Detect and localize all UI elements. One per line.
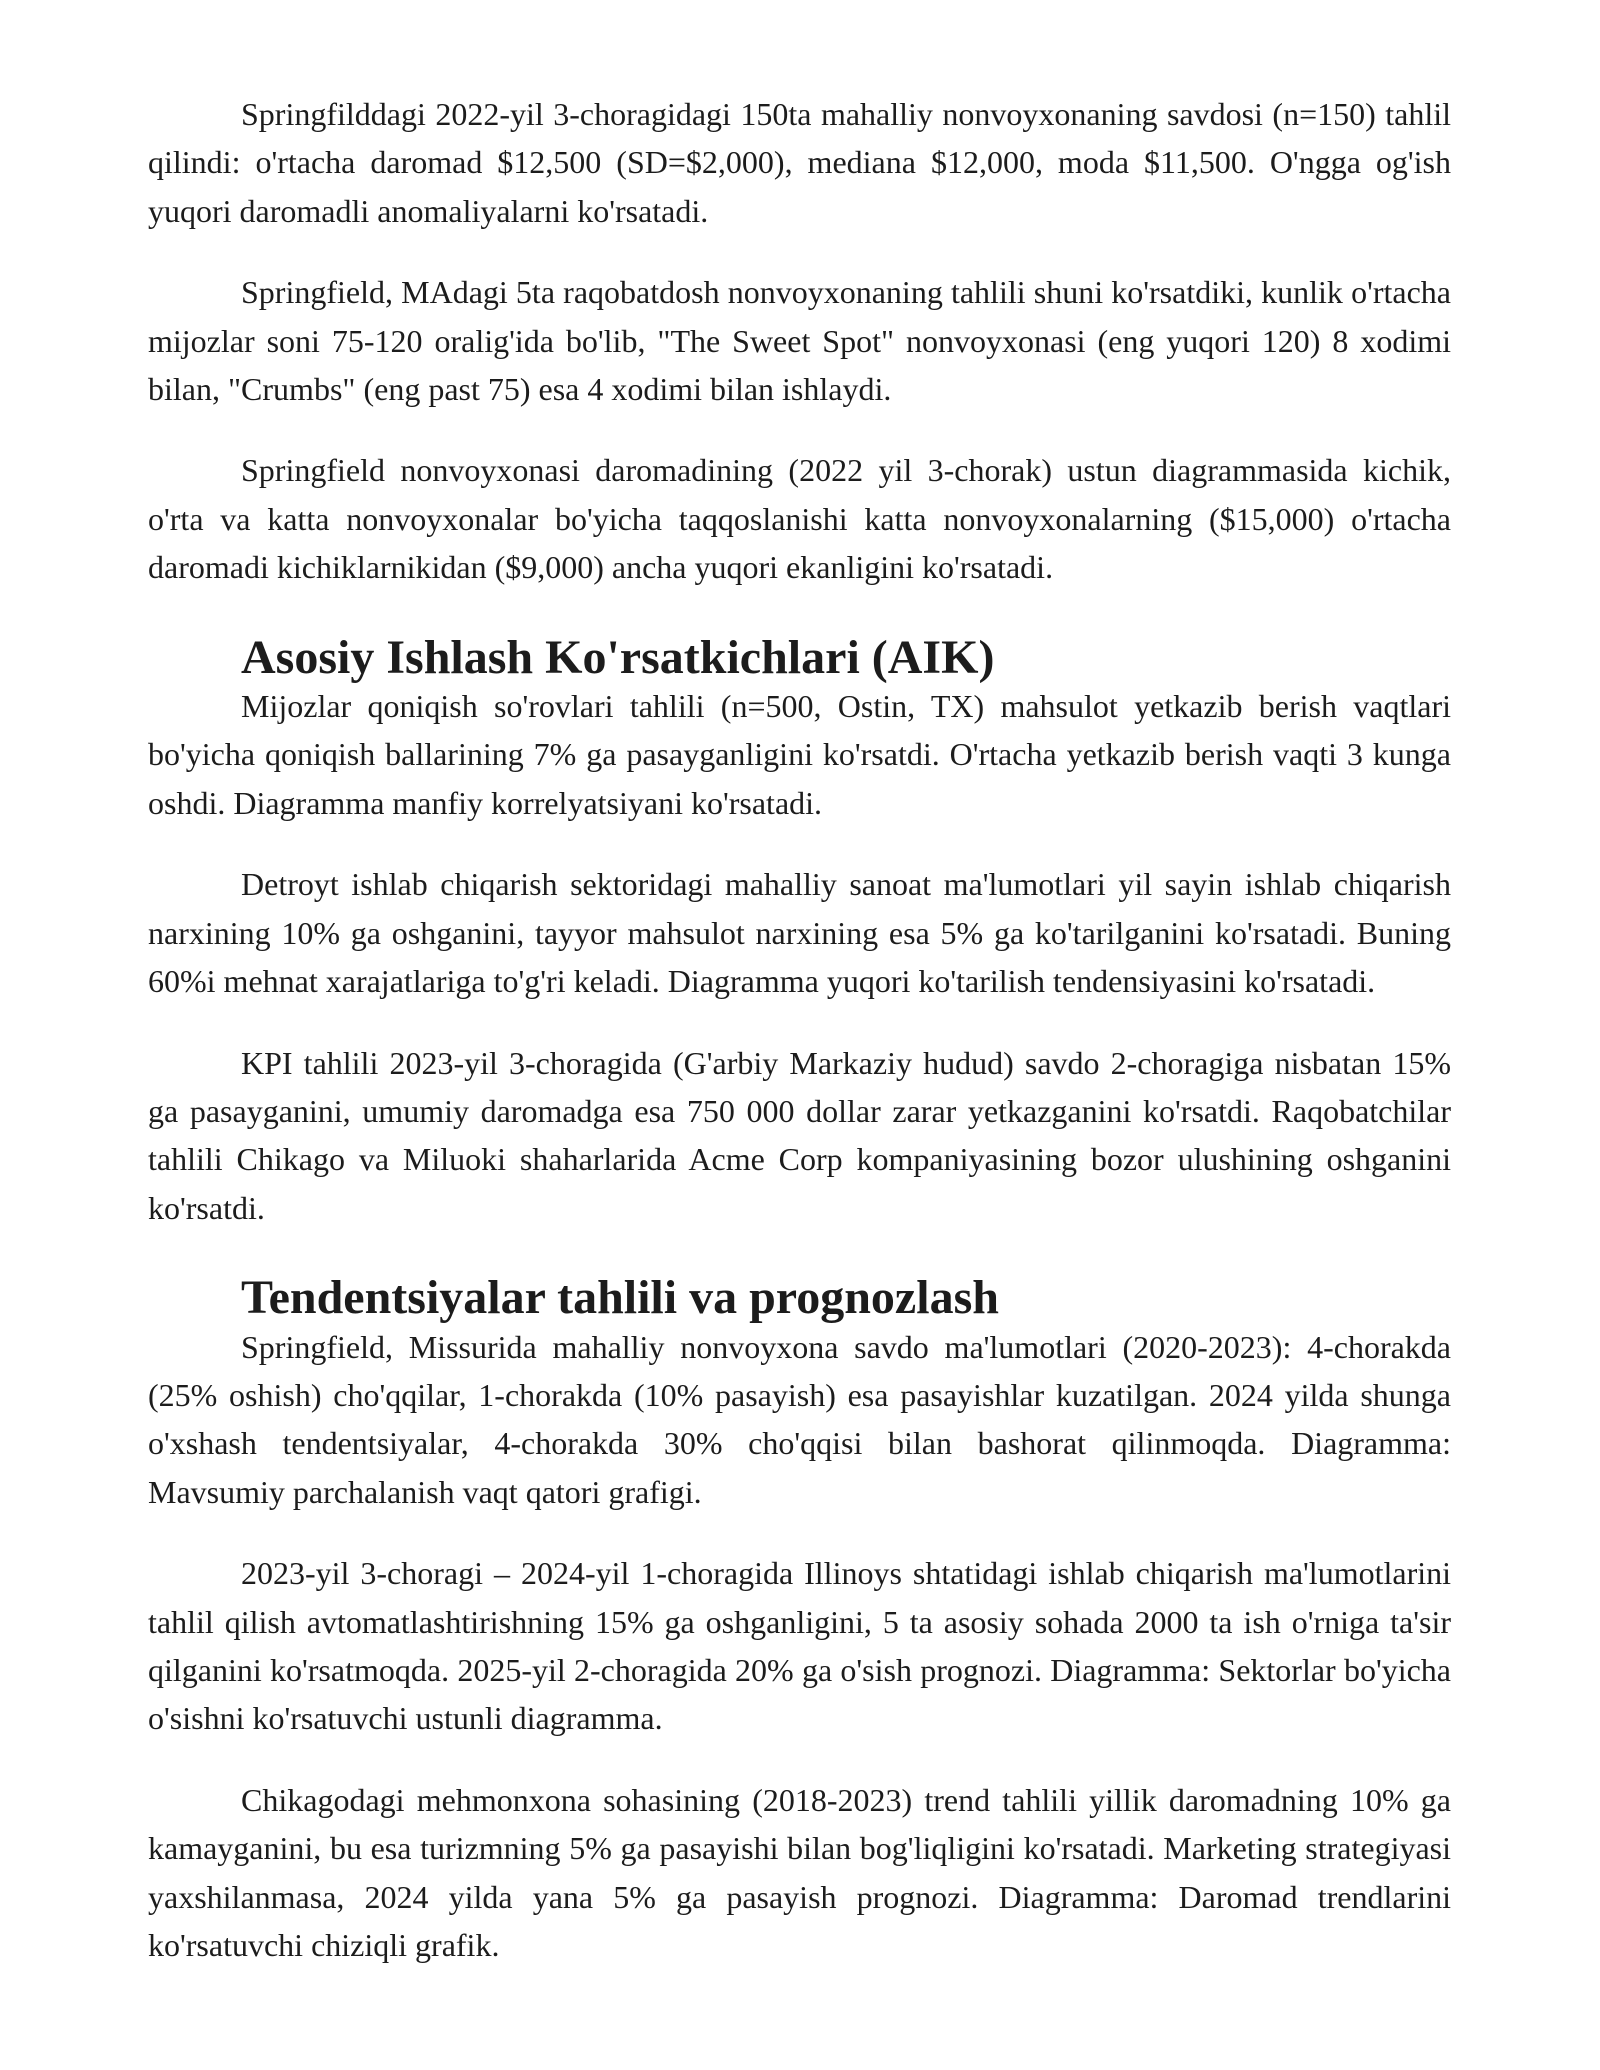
paragraph-customer-satisfaction: Mijozlar qoniqish so'rovlari tahlili (n=500, Ostin, TX) mahsulot yetkazib berish vaqtlari bo'yicha qoniqish ballarining 7% ga pasayganligini ko'rsatdi. O'rtacha yetkazib berish vaqti 3 kunga oshdi. Diagramma manfiy korrelyatsiyani ko'rsatadi.	[148, 688, 1451, 821]
document-page	[148, 90, 1451, 1969]
paragraph-bakery-sales-stats: Springfilddagi 2022-yil 3-choragidagi 150ta mahalliy nonvoyxonaning savdosi (n=150) tahlil qilindi: o'rtacha daromad $12,500 (SD=$2,000), mediana $12,000, moda $11,500. O'ngga og'ish yuqori daromadli anomaliyalarni ko'rsatadi.	[148, 96, 1451, 229]
paragraph-kpi-analysis: KPI tahlili 2023-yil 3-choragida (G'arbiy Markaziy hudud) savdo 2-choragiga nisbatan 15% ga pasayganini, umumiy daromadga esa 750 000 dollar zarar yetkazganini ko'rsatdi. Raqobatchilar tahlili Chikago va Miluoki shaharlarida Acme Corp kompaniyasining bozor ulushining oshganini ko'rsatdi.	[148, 1044, 1451, 1226]
paragraph-seasonal-bakery-sales: Springfield, Missurida mahalliy nonvoyxona savdo ma'lumotlari (2020-2023): 4-chorakda (25% oshish) cho'qqilar, 1-chorakda (10% pasayish) esa pasayishlar kuzatilgan. 2024 yilda shunga o'xshash tendentsiyalar, 4-chorakda 30% cho'qqisi bilan bashorat qilinmoqda. Diagramma: Mavsumiy parchalanish vaqt qatori grafigi.	[148, 1328, 1451, 1510]
paragraph-bakery-revenue-bar-chart: Springfield nonvoyxonasi daromadining (2022 yil 3-chorak) ustun diagrammasida kichik, o'rta va katta nonvoyxonalar bo'yicha taqqoslanishi katta nonvoyxonalarning ($15,000) o'rtacha daromadi kichiklarnikidan ($9,000) ancha yuqori ekanligini ko'rsatadi.	[148, 452, 1451, 586]
paragraph-competitor-bakeries: Springfield, MAdagi 5ta raqobatdosh nonvoyxonaning tahlili shuni ko'rsatdiki, kunlik o'rtacha mijozlar soni 75-120 oralig'ida bo'lib, "The Sweet Spot" nonvoyxonasi (eng yuqori 120) 8 xodimi bilan, "Crumbs" (eng past 75) esa 4 xodimi bilan ishlaydi.	[148, 274, 1451, 408]
section-heading-kpi: Asosiy Ishlash Ko'rsatkichlari (AIK)	[241, 630, 995, 684]
paragraph-detroit-manufacturing: Detroyt ishlab chiqarish sektoridagi mahalliy sanoat ma'lumotlari yil sayin ishlab chiqarish narxining 10% ga oshganini, tayyor mahsulot narxining esa 5% ga ko'tarilganini ko'rsatadi. Buning 60%i mehnat xarajatlariga to'g'ri keladi. Diagramma yuqori ko'tarilish tendensiyasini ko'rsatadi.	[148, 866, 1451, 1000]
paragraph-illinois-automation: 2023-yil 3-choragi – 2024-yil 1-choragida Illinoys shtatidagi ishlab chiqarish ma'lumotlarini tahlil qilish avtomatlashtirishning 15% ga oshganligini, 5 ta asosiy sohada 2000 ta ish o'rniga ta'sir qilganini ko'rsatmoqda. 2025-yil 2-choragida 20% ga o'sish prognozi. Diagramma: Sektorlar bo'yicha o'sishni ko'rsatuvchi ustunli diagramma.	[148, 1555, 1451, 1737]
section-heading-trends: Tendentsiyalar tahlili va prognozlash	[241, 1271, 999, 1325]
paragraph-chicago-hospitality: Chikagodagi mehmonxona sohasining (2018-2023) trend tahlili yillik daromadning 10% ga kamayganini, bu esa turizmning 5% ga pasayishi bilan bog'liqligini ko'rsatadi. Marketing strategiyasi yaxshilanmasa, 2024 yilda yana 5% ga pasayish prognozi. Diagramma: Daromad trendlarini ko'rsatuvchi chiziqli grafik.	[148, 1781, 1451, 1963]
